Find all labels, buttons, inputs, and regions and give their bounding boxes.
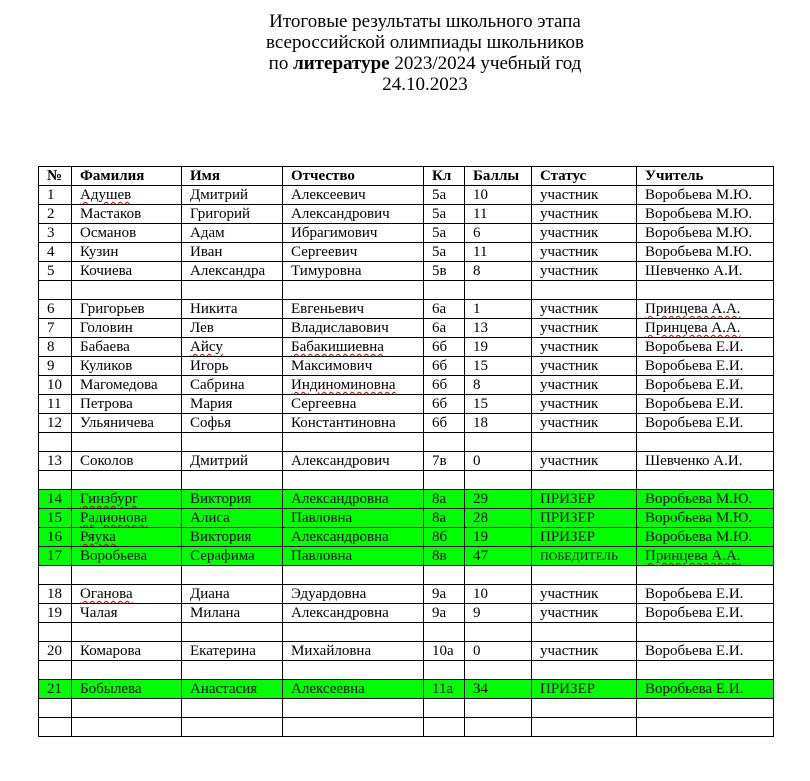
cell-teacher: Воробьева Е.И. — [637, 642, 774, 661]
cell-surname: Гинзбург — [72, 490, 182, 509]
cell-surname — [72, 623, 182, 642]
cell-name: Виктория — [182, 528, 283, 547]
cell-status: участник — [532, 414, 637, 433]
cell-score: 10 — [465, 585, 532, 604]
cell-patronymic: Эдуардовна — [283, 585, 424, 604]
table-row — [39, 338, 774, 357]
cell-class: 6а — [424, 319, 465, 338]
cell-surname: Кочиева — [72, 262, 182, 281]
cell-score: 18 — [465, 414, 532, 433]
cell-surname — [72, 281, 182, 300]
cell-number: 1 — [39, 186, 72, 205]
cell-patronymic: Максимович — [283, 357, 424, 376]
cell-number — [39, 699, 72, 718]
cell-name: Серафима — [182, 547, 283, 566]
cell-score: 11 — [465, 205, 532, 224]
cell-class: 5в — [424, 262, 465, 281]
cell-class: 5а — [424, 243, 465, 262]
cell-status: участник — [532, 300, 637, 319]
cell-patronymic: Александровна — [283, 528, 424, 547]
cell-status: ПРИЗЕР — [532, 680, 637, 699]
cell-patronymic: Константиновна — [283, 414, 424, 433]
cell-patronymic: Михайловна — [283, 642, 424, 661]
cell-surname: Адушев — [72, 186, 182, 205]
cell-score — [465, 566, 532, 585]
cell-teacher: Воробьева М.Ю. — [637, 205, 774, 224]
table-row — [39, 490, 774, 509]
cell-status: ПРИЗЕР — [532, 509, 637, 528]
cell-score: 19 — [465, 338, 532, 357]
cell-status: участник — [532, 452, 637, 471]
cell-name: Игорь — [182, 357, 283, 376]
table-row — [39, 471, 774, 490]
cell-name: Иван — [182, 243, 283, 262]
table-row — [39, 680, 774, 699]
cell-class: 11а — [424, 680, 465, 699]
cell-score: 29 — [465, 490, 532, 509]
cell-name: Адам — [182, 224, 283, 243]
cell-score: 6 — [465, 224, 532, 243]
cell-status: участник — [532, 585, 637, 604]
cell-status — [532, 566, 637, 585]
cell-surname: Магомедова — [72, 376, 182, 395]
cell-surname: Оганова — [72, 585, 182, 604]
table-row — [39, 509, 774, 528]
cell-patronymic: Александровна — [283, 490, 424, 509]
cell-patronymic — [283, 566, 424, 585]
title-line-3 — [0, 53, 810, 74]
cell-status: участник — [532, 186, 637, 205]
cell-name: Лев — [182, 319, 283, 338]
cell-class: 10а — [424, 642, 465, 661]
table-row — [39, 376, 774, 395]
cell-score — [465, 699, 532, 718]
cell-patronymic: Александрович — [283, 452, 424, 471]
table-row — [39, 300, 774, 319]
cell-score: 8 — [465, 262, 532, 281]
cell-surname: Григорьев — [72, 300, 182, 319]
cell-name: Сабрина — [182, 376, 283, 395]
cell-patronymic: Сергеевич — [283, 243, 424, 262]
table-row — [39, 186, 774, 205]
cell-surname: Головин — [72, 319, 182, 338]
cell-patronymic: Тимуровна — [283, 262, 424, 281]
table-row — [39, 699, 774, 718]
cell-class: 9а — [424, 585, 465, 604]
cell-name — [182, 718, 283, 737]
header-class: Кл — [424, 167, 465, 186]
cell-patronymic: Индиноминовна — [283, 376, 424, 395]
cell-teacher — [637, 623, 774, 642]
cell-number: 3 — [39, 224, 72, 243]
cell-number: 10 — [39, 376, 72, 395]
cell-surname — [72, 566, 182, 585]
cell-teacher: Шевченко А.И. — [637, 452, 774, 471]
cell-score — [465, 433, 532, 452]
cell-surname — [72, 699, 182, 718]
cell-surname: Куликов — [72, 357, 182, 376]
header-surname: Фамилия — [72, 167, 182, 186]
title-line-3-prefix: по — [268, 53, 294, 74]
cell-score — [465, 623, 532, 642]
cell-score: 13 — [465, 319, 532, 338]
cell-teacher: Воробьева М.Ю. — [637, 528, 774, 547]
cell-number — [39, 718, 72, 737]
table-row — [39, 281, 774, 300]
cell-score: 11 — [465, 243, 532, 262]
cell-patronymic: Александрович — [283, 205, 424, 224]
cell-score — [465, 718, 532, 737]
cell-teacher: Принцева А.А. — [637, 547, 774, 566]
cell-status: участник — [532, 319, 637, 338]
cell-patronymic: Владиславович — [283, 319, 424, 338]
cell-patronymic — [283, 623, 424, 642]
cell-teacher: Воробьева Е.И. — [637, 395, 774, 414]
table-row — [39, 433, 774, 452]
table-row — [39, 243, 774, 262]
cell-teacher: Воробьева М.Ю. — [637, 224, 774, 243]
cell-number: 4 — [39, 243, 72, 262]
title-line-2: всероссийской олимпиады школьников — [266, 32, 584, 53]
title-subject: литературе — [293, 53, 390, 74]
table-row — [39, 357, 774, 376]
cell-surname: Радионова — [72, 509, 182, 528]
cell-class — [424, 471, 465, 490]
cell-surname — [72, 471, 182, 490]
cell-score: 0 — [465, 642, 532, 661]
table-row — [39, 718, 774, 737]
table-row — [39, 395, 774, 414]
table-row — [39, 205, 774, 224]
cell-score: 34 — [465, 680, 532, 699]
cell-name: Виктория — [182, 490, 283, 509]
cell-teacher — [637, 281, 774, 300]
cell-teacher — [637, 661, 774, 680]
cell-name — [182, 471, 283, 490]
cell-surname: Бобылева — [72, 680, 182, 699]
cell-class: 6б — [424, 395, 465, 414]
table-row — [39, 642, 774, 661]
header-number: № — [39, 167, 72, 186]
cell-status: участник — [532, 642, 637, 661]
cell-teacher: Воробьева Е.И. — [637, 357, 774, 376]
cell-class — [424, 661, 465, 680]
cell-name — [182, 566, 283, 585]
cell-score: 10 — [465, 186, 532, 205]
cell-class: 5а — [424, 186, 465, 205]
cell-name: Алиса — [182, 509, 283, 528]
cell-number: 21 — [39, 680, 72, 699]
header-score: Баллы — [465, 167, 532, 186]
cell-surname: Воробьева — [72, 547, 182, 566]
cell-score: 1 — [465, 300, 532, 319]
cell-teacher: Принцева А.А. — [637, 300, 774, 319]
cell-status: ПРИЗЕР — [532, 528, 637, 547]
cell-name: Григорий — [182, 205, 283, 224]
cell-class — [424, 566, 465, 585]
cell-surname: Чалая — [72, 604, 182, 623]
cell-status: участник — [532, 357, 637, 376]
cell-status: участник — [532, 376, 637, 395]
cell-class: 6б — [424, 376, 465, 395]
cell-name — [182, 433, 283, 452]
cell-number — [39, 623, 72, 642]
cell-number — [39, 661, 72, 680]
cell-status — [532, 661, 637, 680]
cell-number: 6 — [39, 300, 72, 319]
cell-patronymic: Александровна — [283, 604, 424, 623]
cell-name — [182, 623, 283, 642]
cell-surname — [72, 718, 182, 737]
cell-status: ПОБЕДИТЕЛЬ — [532, 547, 637, 566]
table-row — [39, 566, 774, 585]
cell-number: 9 — [39, 357, 72, 376]
cell-number: 8 — [39, 338, 72, 357]
cell-score: 15 — [465, 395, 532, 414]
table-row — [39, 528, 774, 547]
cell-number: 7 — [39, 319, 72, 338]
cell-status: участник — [532, 262, 637, 281]
cell-class: 9а — [424, 604, 465, 623]
cell-number — [39, 471, 72, 490]
cell-status: участник — [532, 205, 637, 224]
cell-status — [532, 699, 637, 718]
table-row — [39, 623, 774, 642]
cell-class — [424, 623, 465, 642]
cell-status — [532, 433, 637, 452]
cell-teacher — [637, 718, 774, 737]
cell-number: 16 — [39, 528, 72, 547]
cell-name: Екатерина — [182, 642, 283, 661]
cell-name: Александра — [182, 262, 283, 281]
cell-number — [39, 566, 72, 585]
cell-status: участник — [532, 395, 637, 414]
cell-name: Милана — [182, 604, 283, 623]
cell-score: 9 — [465, 604, 532, 623]
cell-name: Никита — [182, 300, 283, 319]
cell-surname — [72, 433, 182, 452]
cell-class: 8в — [424, 547, 465, 566]
document-title — [0, 11, 810, 95]
cell-number: 18 — [39, 585, 72, 604]
table-row — [39, 452, 774, 471]
cell-patronymic: Евгеньевич — [283, 300, 424, 319]
cell-surname: Бабаева — [72, 338, 182, 357]
cell-number: 14 — [39, 490, 72, 509]
cell-name: Мария — [182, 395, 283, 414]
cell-class — [424, 718, 465, 737]
cell-surname: Соколов — [72, 452, 182, 471]
cell-score: 8 — [465, 376, 532, 395]
cell-patronymic: Ибрагимович — [283, 224, 424, 243]
cell-score — [465, 471, 532, 490]
cell-name — [182, 281, 283, 300]
cell-teacher: Принцева А.А. — [637, 319, 774, 338]
cell-teacher: Воробьева Е.И. — [637, 604, 774, 623]
table-row — [39, 319, 774, 338]
cell-number: 19 — [39, 604, 72, 623]
results-table — [38, 166, 774, 737]
cell-name: Диана — [182, 585, 283, 604]
header-row — [39, 167, 774, 186]
cell-class: 8б — [424, 528, 465, 547]
cell-name — [182, 661, 283, 680]
cell-patronymic — [283, 433, 424, 452]
cell-number: 11 — [39, 395, 72, 414]
cell-surname: Османов — [72, 224, 182, 243]
cell-teacher: Воробьева Е.И. — [637, 414, 774, 433]
cell-number: 12 — [39, 414, 72, 433]
cell-surname: Комарова — [72, 642, 182, 661]
cell-teacher: Воробьева Е.И. — [637, 585, 774, 604]
header-teacher: Учитель — [637, 167, 774, 186]
cell-teacher — [637, 471, 774, 490]
table-row — [39, 604, 774, 623]
cell-name: Софья — [182, 414, 283, 433]
cell-surname: Кузин — [72, 243, 182, 262]
cell-patronymic — [283, 661, 424, 680]
cell-status: участник — [532, 338, 637, 357]
cell-class: 8а — [424, 509, 465, 528]
header-name: Имя — [182, 167, 283, 186]
header-patronymic: Отчество — [283, 167, 424, 186]
cell-number — [39, 281, 72, 300]
cell-teacher: Воробьева М.Ю. — [637, 509, 774, 528]
cell-class: 8а — [424, 490, 465, 509]
cell-status: ПРИЗЕР — [532, 490, 637, 509]
cell-number: 2 — [39, 205, 72, 224]
cell-class — [424, 433, 465, 452]
cell-number: 20 — [39, 642, 72, 661]
cell-name: Анастасия — [182, 680, 283, 699]
cell-teacher: Воробьева Е.И. — [637, 338, 774, 357]
cell-teacher: Воробьева Е.И. — [637, 680, 774, 699]
table-row — [39, 414, 774, 433]
cell-teacher: Воробьева М.Ю. — [637, 490, 774, 509]
cell-score: 0 — [465, 452, 532, 471]
cell-patronymic — [283, 471, 424, 490]
title-line-1: Итоговые результаты школьного этапа — [269, 11, 581, 32]
cell-score — [465, 281, 532, 300]
cell-patronymic: Павловна — [283, 509, 424, 528]
cell-patronymic — [283, 699, 424, 718]
cell-name — [182, 699, 283, 718]
table-body — [39, 186, 774, 737]
cell-class: 6б — [424, 414, 465, 433]
cell-teacher: Шевченко А.И. — [637, 262, 774, 281]
cell-number: 17 — [39, 547, 72, 566]
cell-teacher: Воробьева М.Ю. — [637, 243, 774, 262]
cell-name: Дмитрий — [182, 452, 283, 471]
cell-score: 28 — [465, 509, 532, 528]
cell-number: 5 — [39, 262, 72, 281]
cell-patronymic — [283, 281, 424, 300]
cell-class: 6б — [424, 357, 465, 376]
cell-status — [532, 623, 637, 642]
cell-score: 15 — [465, 357, 532, 376]
cell-number: 13 — [39, 452, 72, 471]
table-row — [39, 547, 774, 566]
cell-surname: Ряука — [72, 528, 182, 547]
cell-class: 6а — [424, 300, 465, 319]
cell-patronymic: Алексеевич — [283, 186, 424, 205]
cell-surname: Мастаков — [72, 205, 182, 224]
cell-surname: Ульяничева — [72, 414, 182, 433]
cell-score — [465, 661, 532, 680]
cell-name: Айсу — [182, 338, 283, 357]
cell-patronymic: Сергеевна — [283, 395, 424, 414]
cell-class: 5а — [424, 224, 465, 243]
cell-teacher — [637, 699, 774, 718]
cell-name: Дмитрий — [182, 186, 283, 205]
cell-class: 5а — [424, 205, 465, 224]
cell-patronymic — [283, 718, 424, 737]
table-row — [39, 224, 774, 243]
title-date: 24.10.2023 — [382, 74, 468, 95]
cell-surname — [72, 661, 182, 680]
title-line-3-suffix: 2023/2024 учебный год — [389, 53, 582, 74]
cell-number: 15 — [39, 509, 72, 528]
cell-class — [424, 281, 465, 300]
cell-teacher: Воробьева Е.И. — [637, 376, 774, 395]
cell-class — [424, 699, 465, 718]
cell-teacher — [637, 566, 774, 585]
cell-class: 7в — [424, 452, 465, 471]
cell-teacher — [637, 433, 774, 452]
cell-status — [532, 281, 637, 300]
header-status: Статус — [532, 167, 637, 186]
cell-patronymic: Павловна — [283, 547, 424, 566]
cell-surname: Петрова — [72, 395, 182, 414]
cell-status: участник — [532, 224, 637, 243]
table-row — [39, 661, 774, 680]
cell-teacher: Воробьева М.Ю. — [637, 186, 774, 205]
table-row — [39, 585, 774, 604]
cell-status: участник — [532, 604, 637, 623]
table-row — [39, 262, 774, 281]
cell-number — [39, 433, 72, 452]
cell-status — [532, 471, 637, 490]
cell-score: 19 — [465, 528, 532, 547]
cell-status: участник — [532, 243, 637, 262]
cell-patronymic: Бабакишиевна — [283, 338, 424, 357]
cell-patronymic: Алексеевна — [283, 680, 424, 699]
cell-score: 47 — [465, 547, 532, 566]
cell-status — [532, 718, 637, 737]
cell-class: 6б — [424, 338, 465, 357]
